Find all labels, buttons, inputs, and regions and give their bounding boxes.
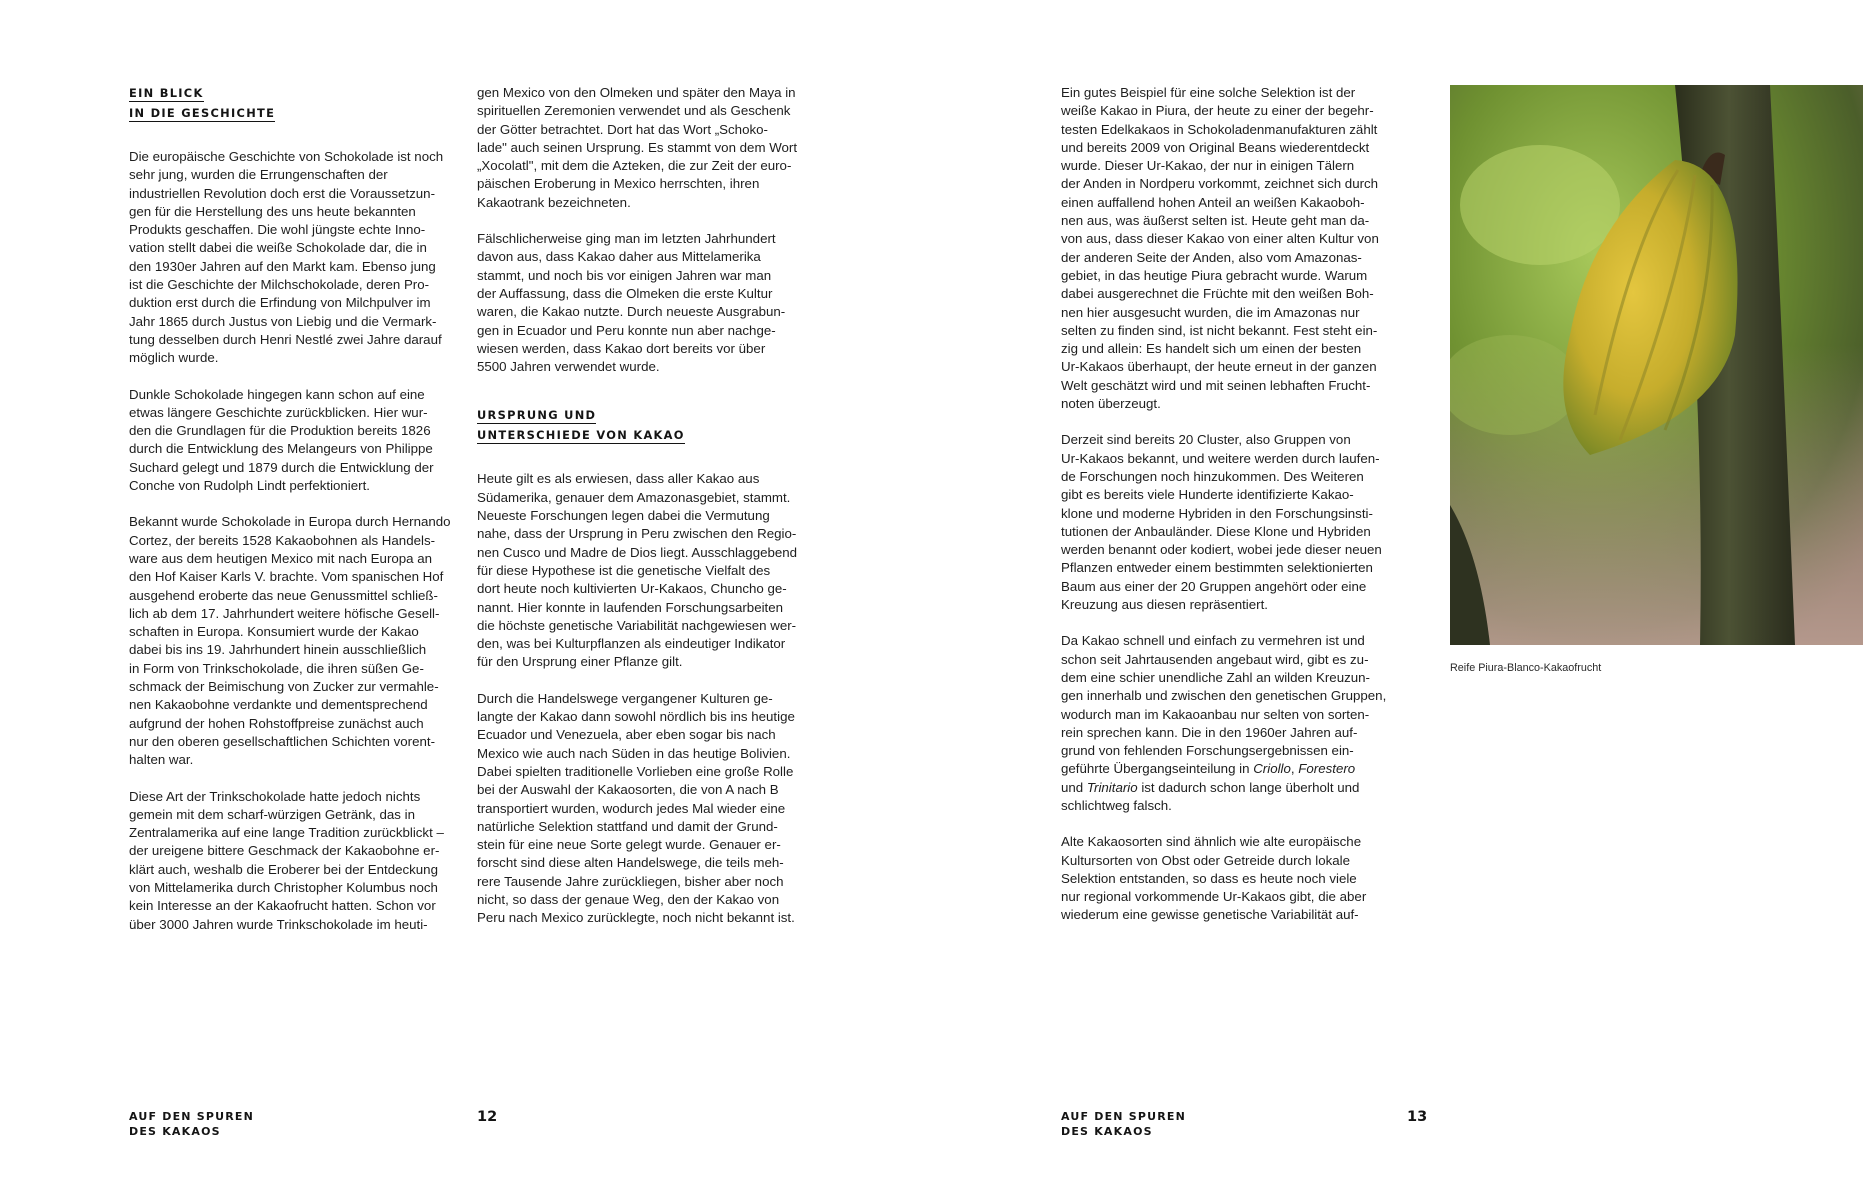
paragraph: gen Mexico von den Olmeken und später den Maya in spirituellen Zeremonien verwendet und als Geschenk der Götter betrachtet. Dort hat das Wort „Schoko- lade" auch seinen Ursprung. Es stammt von dem Wort „Xocolatl", mit dem die Azteken, die zur Zeit der euro- päischen Eroberung in Mexico herrschten, ihren Kakaotrank bezeichneten.: [477, 85, 798, 210]
paragraph: Dunkle Schokolade hingegen kann schon auf eine etwas längere Geschichte zurückblicken. Hier wur- den die Grundlagen für die Produktion bereits 1826 durch die Entwicklung des Melangeurs von Philippe Suchard gelegt und 1879 durch die Entwicklung der Conche von Rudolph Lindt perfektioniert.: [129, 386, 434, 494]
paragraph: Derzeit sind bereits 20 Cluster, also Gruppen von Ur-Kakaos bekannt, und weitere werden durch laufen- de Forschungen noch hinzukommen. Des Weiteren gibt es bereits viele Hunderte identifizierte Kakao- klone und moderne Hybriden in den Forschungsinsti- tutionen der Anbauländer. Diese Klone und Hybriden werden benannt oder kodiert, wobei jede dieser neuen Pflanzen entweder einem bestimmten selektionierten Baum aus einer der 20 Gruppen angehört oder eine Kreuzung aus diesen repräsentiert.: [1061, 432, 1382, 613]
paragraph: Da Kakao schnell und einfach zu vermehren ist und schon seit Jahrtausenden angebaut wird, gibt es zu- dem eine schier unendliche Zahl an wilden Kreuzun- gen innerhalb und zwischen den genetischen Gruppen, wodurch man im Kakaoanbau nur selten von sorten- rein sprechen kann. Die in den 1960er Jahren auf- grund von fehlenden Forschungsergebnissen ein- geführte Übergangseinteilung in Criollo, Forestero und Trinitario ist dadurch schon lange überholt und schlichtweg falsch.: [1061, 633, 1387, 813]
paragraph: Bekannt wurde Schokolade in Europa durch Hernando Cortez, der bereits 1528 Kakaobohnen als Handels- ware aus dem heutigen Mexico mit nach Europa an den Hof Kaiser Karls V. brachte. Vom spanischen Hof ausgehend eroberte das neue Genussmittel schließ- lich ab dem 17. Jahrhundert weitere höfische Gesell- schaften in Europa. Konsumiert wurde der Kakao dabei bis ins 19. Jahrhundert hinein ausschließlich in Form von Trinkschokolade, die ihren süßen Ge- schmack der Beimischung von Zucker zur vermahle- nen Kakaobohne verdankte und dementsprechend aufgrund der hohen Rohstoffpreise zunächst auch nur den oberen gesellschaftlichen Schichten vorent- halten war.: [129, 514, 451, 768]
photo-caption: Reife Piura-Blanco-Kakaofrucht: [1450, 662, 1602, 674]
page-number: 12: [477, 1109, 498, 1125]
paragraph: Fälschlicherweise ging man im letzten Jahrhundert davon aus, dass Kakao daher aus Mittelamerika stammt, und noch bis vor einigen Jahren war man der Auffassung, dass die Olmeken die erste Kultur waren, die Kakao nutzte. Durch neueste Ausgrabun- gen in Ecuador und Peru konnte nun aber nachge- wiesen werden, dass Kakao dort bereits vor über 5500 Jahren verwendet wurde.: [477, 231, 786, 375]
section-heading-history: EIN BLICK IN DIE GESCHICHTE: [129, 86, 276, 120]
paragraph: Diese Art der Trinkschokolade hatte jedoch nichts gemein mit dem scharf-würzigen Getränk, das in Zentralamerika auf eine lange Tradition zurückblickt – der ureigene bittere Geschmack der Kakaobohne er- klärt auch, weshalb die Eroberer bei der Entdeckung von Mittelamerika durch Christopher Kolumbus noch kein Interesse an der Kakaofrucht hatten. Schon vor über 3000 Jahren wurde Trinkschokolade im heuti-: [129, 788, 444, 932]
left-column-2: [477, 84, 807, 946]
section-heading-origin: URSPRUNG UND UNTERSCHIEDE VON KAKAO: [477, 408, 685, 443]
paragraph: Ein gutes Beispiel für eine solche Selektion ist der weiße Kakao in Piura, der heute zu einer der begehr- testen Edelkakaos in Schokoladenmanufakturen zählt und bereits 2009 von Original Beans wiederentdeckt wurde. Dieser Ur-Kakao, der nur in einigen Tälern der Anden in Nordperu vorkommt, zeichnet sich durch einen auffallend hohen Anteil an weißen Kakaoboh- nen aus, was äußerst selten ist. Heute geht man da- von aus, dass dieser Kakao von einer alten Kultur von der anderen Seite der Anden, also vom Amazonas- gebiet, in das heutige Piura gebracht wurde. Warum dabei ausgerechnet die Früchte mit den weißen Boh- nen hier ausgesucht wurden, die im Amazonas nur selten zu finden sind, ist nicht bekannt. Fest steht ein- zig und allein: Es handelt sich um einen der besten Ur-Kakaos überhaupt, der heute erneut in der ganzen Welt geschätzt wird und mit seinen lebhaften Frucht- noten überzeugt.: [1061, 85, 1379, 412]
paragraph: Durch die Handelswege vergangener Kulturen ge- langte der Kakao dann sowohl nördlich bis ins heutige Ecuador und Venezuela, aber eben sogar bis nach Mexico wie auch nach Süden in das heutige Bolivien. Dabei spielten traditionelle Vorlieben eine große Rolle bei der Auswahl der Kakaosorten, die von A nach B transportiert wurden, wodurch jedes Mal wieder eine natürliche Selektion stattfand und damit der Grund- stein für eine neue Sorte gelegt wurde. Genauer er- forscht sind diese alten Handelswege, die teils meh- rere Tausende Jahre zurückliegen, bisher aber noch nicht, so dass der genaue Weg, den der Kakao von Peru nach Mexico zurücklegte, noch nicht bekannt ist.: [477, 690, 795, 926]
right-page: [931, 0, 1863, 1191]
left-column-1: [129, 84, 459, 952]
cacao-pod-illustration: [1450, 85, 1863, 645]
running-footer-title: AUF DEN SPUREN DES KAKAOS: [1061, 1110, 1187, 1138]
cacao-pod-photo: [1450, 85, 1863, 645]
right-column-1: [1061, 84, 1406, 943]
left-page: [0, 0, 931, 1191]
running-footer-title: AUF DEN SPUREN DES KAKAOS: [129, 1110, 255, 1138]
paragraph: Die europäische Geschichte von Schokolade ist noch sehr jung, wurden die Errungenschaften der industriellen Revolution doch erst die Voraussetzun- gen für die Herstellung des uns heute bekannten Produkts geschaffen. Die wohl jüngste echte Inno- vation stellt dabei die weiße Schokolade dar, die in den 1930er Jahren auf den Markt kam. Ebenso jung ist die Geschichte der Milchschokolade, deren Pro- duktion erst durch die Erfindung von Milchpulver im Jahr 1865 durch Justus von Liebig und die Vermark- tung desselben durch Henri Nestlé zwei Jahre darauf möglich wurde.: [129, 149, 444, 366]
paragraph: Alte Kakaosorten sind ähnlich wie alte europäische Kultursorten von Obst oder Getreide durch lokale Selektion entstanden, so dass es heute noch viele nur regional vorkommende Ur-Kakaos gibt, die aber wiederum eine gewisse genetische Variabilität auf-: [1061, 834, 1367, 923]
paragraph: Heute gilt es als erwiesen, dass aller Kakao aus Südamerika, genauer dem Amazonasgebiet, stammt. Neueste Forschungen legen dabei die Vermutung nahe, dass der Ursprung in Peru zwischen den Regio- nen Cusco und Madre de Dios liegt. Ausschlaggebend für diese Hypothese ist die genetische Vielfalt des dort heute noch kultivierten Ur-Kakaos, Chuncho ge- nannt. Hier konnte in laufenden Forschungsarbeiten die höchste genetische Variabilität nachgewiesen wer- den, was bei Kulturpflanzen als eindeutiger Indikator für den Ursprung einer Pflanze gilt.: [477, 471, 798, 670]
page-number: 13: [1407, 1109, 1428, 1125]
